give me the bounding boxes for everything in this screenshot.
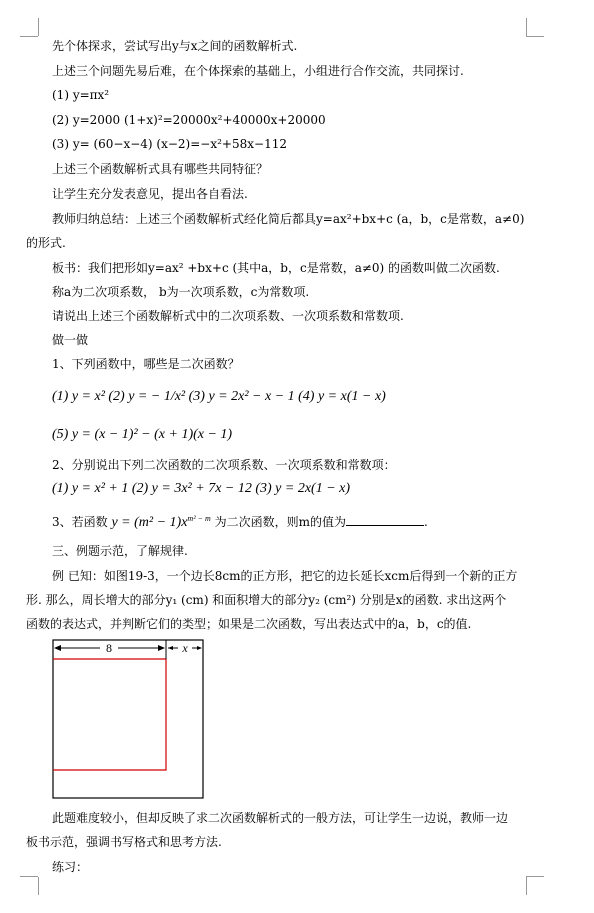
question-line (52, 513, 428, 531)
answer-blank[interactable] (346, 515, 424, 526)
text-line: 形. 那么，周长增大的部分y₁ (cm) 和面积增大的部分y₂ (cm²) 分别是x的函数. 求出这两个 (26, 593, 507, 607)
formula-line: (1) y = x² (2) y = − 1/x² (3) y = 2x² − x − 1 (4) y = x(1 − x) (52, 389, 386, 404)
question-text: 3、若函数 (52, 515, 112, 529)
formula-line: (1) y=πx² (52, 88, 110, 102)
square-extension-figure (50, 637, 206, 801)
text-line: 此题难度较小，但却反映了求二次函数解析式的一般方法，可让学生一边说，教师一边 (52, 811, 509, 825)
text-line: 先个体探求，尝试写出y与x之间的函数解析式. (52, 39, 298, 53)
arrow-head (54, 645, 61, 651)
formula-line: (2) y=2000 (1+x)²=20000x²+40000x+20000 (52, 113, 326, 127)
text-line: 2、分别说出下列二次函数的二次项系数、一次项系数和常数项： (52, 458, 396, 472)
period: . (423, 515, 428, 529)
label-x: x (182, 641, 188, 655)
outer-square (53, 640, 203, 798)
text-line: 教师归纳总结：上述三个函数解析式经化简后都具y=ax²+bx+c (a，b，c是常数，a≠0) (52, 212, 525, 226)
formula-line: (1) y = x² + 1 (2) y = 3x² + 7x − 12 (3) y = 2x(1 − x) (52, 481, 351, 496)
text-line: 称a为二次项系数， b为一次项系数，c为常数项. (52, 285, 310, 299)
text-line: 函数的表达式，并判断它们的类型；如果是二次函数，写出表达式中的a，b，c的值. (26, 617, 472, 631)
section-heading: 做一做 (52, 333, 89, 347)
section-heading: 三、例题示范，了解规律. (52, 544, 188, 558)
formula-line: (5) y = (x − 1)² − (x + 1)(x − 1) (52, 427, 233, 442)
inner-square (53, 659, 166, 770)
text-line: 请说出上述三个函数解析式中的二次项系数、一次项系数和常数项. (52, 309, 404, 323)
formula-line: (3) y= (60−x−4) (x−2)=−x²+58x−112 (52, 137, 287, 151)
text-line: 板书示范，强调书写格式和思考方法. (26, 835, 222, 849)
text-line: 上述三个函数解析式具有哪些共同特征？ (52, 162, 269, 176)
exponent: m² − m (187, 514, 211, 523)
arrow-head (158, 645, 165, 651)
arrow-head (197, 646, 202, 650)
function-expression: y = (m² − 1)x (111, 515, 188, 530)
text-line: 例 已知：如图19-3，一个边长8cm的正方形，把它的边长延长xcm后得到一个新的正方 (52, 569, 518, 583)
arrow-head (168, 646, 173, 650)
label-8: 8 (106, 641, 112, 655)
text-line: 让学生充分发表意见，提出各自看法. (52, 187, 248, 201)
text-line: 上述三个问题先易后难，在个体探索的基础上，小组进行合作交流，共同探讨. (52, 64, 464, 78)
text-line: 1、下列函数中，哪些是二次函数？ (52, 357, 240, 371)
question-text: 为二次函数，则m的值为 (210, 515, 346, 529)
text-line: 板书：我们把形如y=ax² +bx+c (其中a，b，c是常数，a≠0) 的函数叫做二次函数. (52, 261, 500, 275)
text-line: 的形式. (26, 236, 66, 250)
text-line: 练习： (52, 860, 89, 874)
